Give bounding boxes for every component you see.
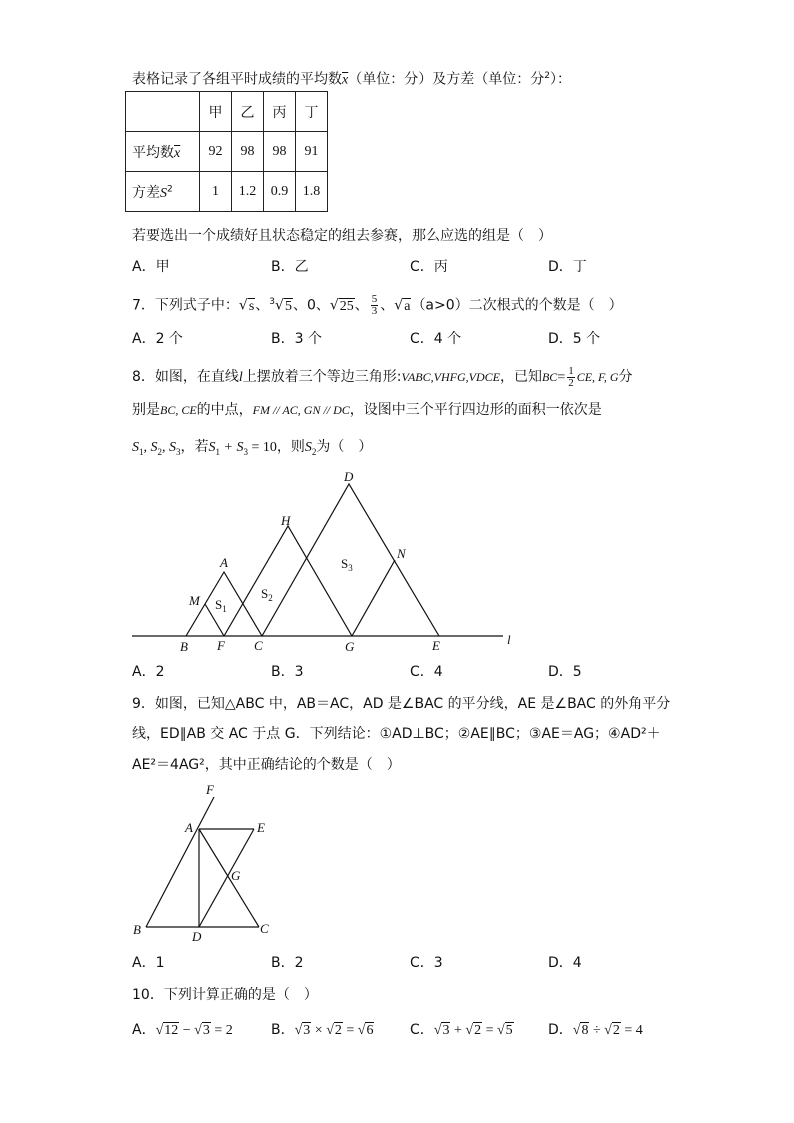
q8-option-a: A．2: [132, 664, 165, 680]
table-cell: 0.9: [264, 172, 296, 212]
point-h-label: H: [281, 513, 291, 528]
table-cell: 1: [200, 172, 232, 212]
point-d-label: D: [344, 469, 354, 484]
table-cell: 1.2: [232, 172, 264, 212]
q10-option-b: B．√3 × √2 = √6: [271, 1022, 374, 1038]
point-g-label: G: [345, 639, 355, 654]
q9-point-f-label: F: [206, 782, 214, 797]
x-bar-symbol: $\overline{x}$: [342, 72, 349, 88]
q9-line-3: AE²＝4AG²，其中正确结论的个数是（ ）: [132, 757, 401, 773]
point-e-label: E: [432, 638, 440, 653]
segment-ed: [199, 829, 254, 927]
cube-root-index: 3: [269, 297, 276, 307]
q9-line-1: 9．如图，已知△ABC 中，AB＝AC，AD 是∠BAC 的平分线，AE 是∠BAC 的外角平分: [132, 696, 671, 712]
q10-option-c: C．√3 + √2 = √5: [410, 1022, 513, 1038]
q6-option-b: B．乙: [271, 259, 309, 275]
intro-text-3: ）：: [549, 71, 571, 88]
q8-line-3: $S_1$, $S_2$, $S_3$，若$S_1 + S_3 = 10$，则$S_2$为（ ）: [132, 439, 373, 457]
table-header-cell: 乙: [232, 92, 264, 132]
q8-option-c: C．4: [410, 664, 443, 680]
point-n-label: N: [397, 546, 406, 561]
q7-option-c: C．4 个: [410, 331, 462, 347]
segment-ac: [199, 829, 259, 927]
q6-option-d: D．丁: [548, 259, 587, 275]
radical-5: 5: [284, 298, 292, 314]
q9-point-b-label: B: [133, 922, 141, 937]
q10-option-a: A．√12 − √3 = 2: [132, 1022, 233, 1038]
q9-point-a-label: A: [185, 820, 193, 835]
table-cell: 98: [232, 132, 264, 172]
q8-option-b: B．3: [271, 664, 304, 680]
radical-s: s: [248, 298, 255, 314]
q7-option-d: D．5 个: [548, 331, 601, 347]
area-s1-label: $S_1$: [215, 597, 227, 614]
table-header-cell: 丙: [264, 92, 296, 132]
q6-option-a: A．甲: [132, 259, 170, 275]
radical-25: 25: [339, 298, 354, 314]
point-a-label: A: [220, 555, 228, 570]
q8-option-d: D．5: [548, 664, 582, 680]
table-cell: 1.8: [296, 172, 328, 212]
q9-option-d: D．4: [548, 955, 582, 971]
row-label-mean: 平均数$\overline{x}$: [126, 132, 200, 172]
table-header-cell: 丁: [296, 92, 328, 132]
q7-stem: 7．下列式子中：√s、$^3$√5、0、√25、 $\frac{5}{3}$ 、√a（a>0）二次根式的个数是（ ）: [132, 293, 623, 318]
q9-option-b: B．2: [271, 955, 304, 971]
q8-line-2: 别是BC, CE的中点，FM // AC, GN // DC，设图中三个平行四边形的面积一依次是: [132, 402, 602, 418]
table-cell: 92: [200, 132, 232, 172]
q9-line-2: 线，ED∥AB 交 AC 于点 G．下列结论：①AD⊥BC；②AE∥BC；③AE＝AG；④AD²＋: [132, 726, 661, 742]
fraction-5-3: $\frac{5}{3}$: [371, 293, 378, 318]
intro-text-1: 表格记录了各组平时成绩的平均数: [132, 71, 342, 88]
q7-option-b: B．3 个: [271, 331, 322, 347]
point-c-label: C: [254, 638, 263, 653]
table-header-cell: 甲: [200, 92, 232, 132]
area-s3-label: $S_3$: [341, 556, 353, 573]
square-superscript: 2: [544, 71, 550, 81]
fraction-1-2: $\frac{1}{2}$: [568, 364, 574, 389]
q6-option-c: C．丙: [410, 259, 448, 275]
intro-text-2: （单位：分）及方差（单位：分: [348, 71, 545, 88]
point-m-label: M: [189, 593, 200, 608]
q9-option-a: A．1: [132, 955, 165, 971]
q9-point-e-label: E: [257, 820, 265, 835]
q9-point-d-label: D: [192, 929, 202, 944]
q7-option-a: A．2 个: [132, 331, 183, 347]
area-s2-label: $S_2$: [261, 586, 273, 603]
radical-a: a: [404, 298, 411, 314]
table-cell: 98: [264, 132, 296, 172]
point-b-label: B: [180, 639, 188, 654]
point-f-label: F: [217, 638, 225, 653]
table-cell: 91: [296, 132, 328, 172]
segment-bf: [146, 797, 214, 927]
q9-point-c-label: C: [260, 921, 269, 936]
q10-stem: 10．下列计算正确的是（ ）: [132, 987, 318, 1003]
q9-point-g-label: G: [231, 868, 241, 883]
q9-option-c: C．3: [410, 955, 443, 971]
line-l-label: l: [507, 632, 511, 647]
q6-stem: 若要选出一个成绩好且状态稳定的组去参赛，那么应选的组是（ ）: [132, 228, 552, 244]
row-label-variance: 方差$S^2$: [126, 172, 200, 212]
q8-line-1: 8．如图，在直线l上摆放着三个等边三角形:VABC,VHFG,VDCE，已知BC= $\frac{1}{2}$ CE, F, G分: [132, 364, 633, 389]
q10-option-d: D．√8 ÷ √2 = 4: [548, 1022, 643, 1038]
